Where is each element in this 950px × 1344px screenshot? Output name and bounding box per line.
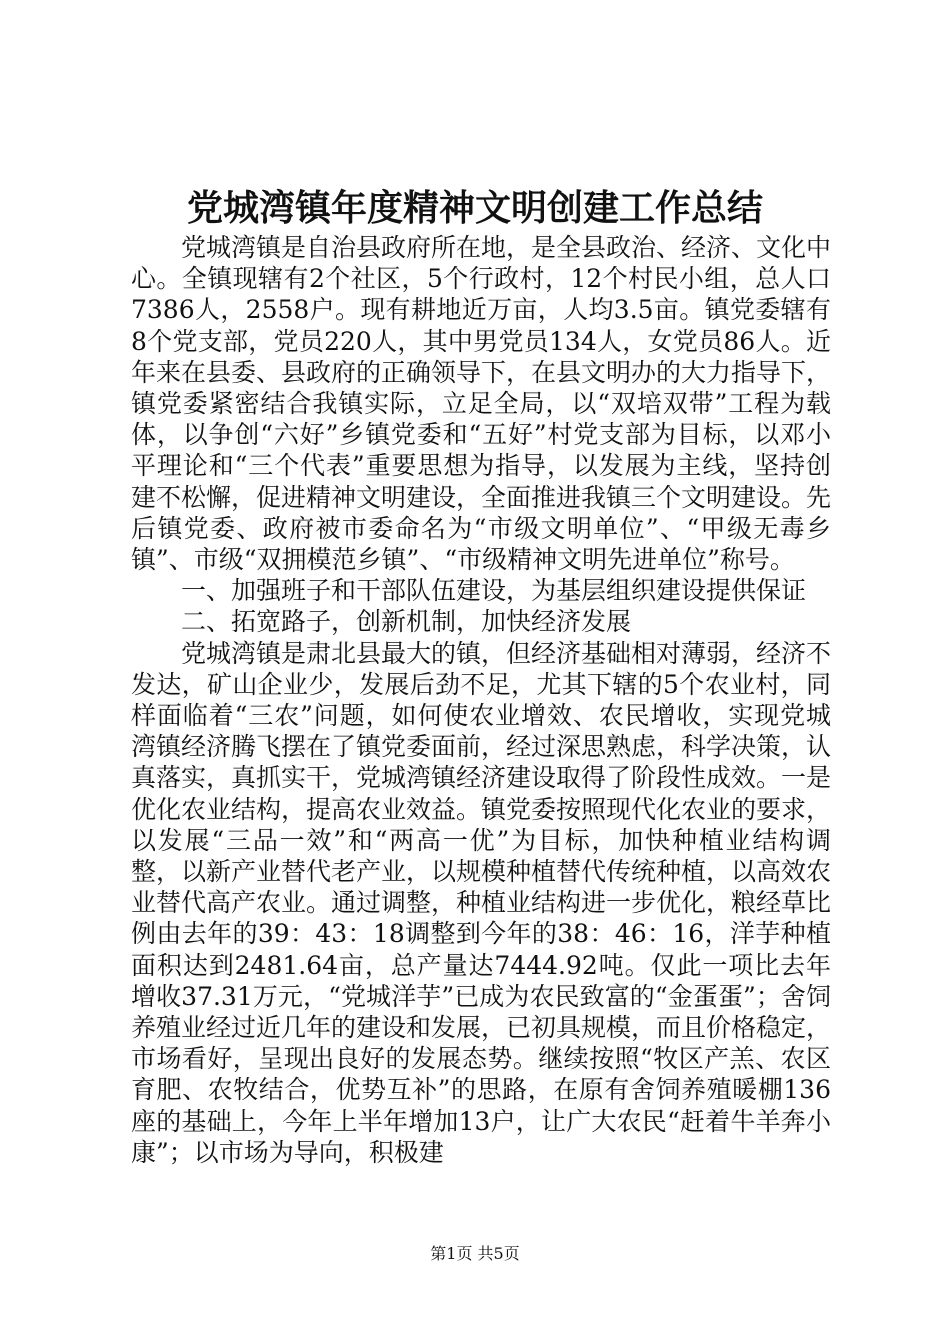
paragraph-economy: 党城湾镇是肃北县最大的镇，但经济基础相对薄弱，经济不发达，矿山企业少，发展后劲不足，尤其下辖的5个农业村，同样面临着“三农”问题，如何使农业增效、农民增收，实现党城湾镇经济腾飞摆在了镇党委面前，经过深思熟虑，科学决策，认真落实，真抓实干，党城湾镇经济建设取得了阶段性成效。一是优化农业结构，提高农业效益。镇党委按照现代化农业的要求，以发展“三品一效”和“两高一优”为目标，加快种植业结构调整，以新产业替代老产业，以规模种植替代传统种植，以高效农业替代高产农业。通过调整，种植业结构进一步优化，粮经草比例由去年的39：43：18调整到今年的38：46：16，洋芋种植面积达到2481.64亩，总产量达7444.92吨。仅此一项比去年增收37.31万元，“党城洋芋”已成为农民致富的“金蛋蛋”；舍饲养殖业经过近几年的建设和发展，已初具规模，而且价格稳定，市场看好，呈现出良好的发展态势。继续按照“牧区产羔、农区育肥、农牧结合，优势互补”的思路，在原有舍饲养殖暖棚136座的基础上，今年上半年增加13户，让广大农民“赶着牛羊奔小康”；以市场为导向，积极建 — [131, 638, 832, 1167]
document-body — [131, 232, 831, 1168]
paragraph-intro: 党城湾镇是自治县政府所在地，是全县政治、经济、文化中心。全镇现辖有2个社区，5个行政村，12个村民小组，总人口7386人，2558户。现有耕地近万亩，人均3.5亩。镇党委辖有8个党支部，党员220人，其中男党员134人，女党员86人。近年来在县委、县政府的正确领导下，在县文明办的大力指导下，镇党委紧密结合我镇实际，立足全局，以“双培双带”工程为载体，以争创“六好”乡镇党委和“五好”村党支部为目标，以邓小平理论和“三个代表”重要思想为指导，以发展为主线，坚持创建不松懈，促进精神文明建设，全面推进我镇三个文明建设。先后镇党委、政府被市委命名为“市级文明单位”、“甲级无毒乡镇”、市级“双拥模范乡镇”、“市级精神文明先进单位”称号。 — [131, 233, 832, 575]
page-footer: 第1页 共5页 — [430, 1244, 520, 1263]
document-title: 党城湾镇年度精神文明创建工作总结 — [186, 187, 763, 229]
section-heading-1: 一、加强班子和干部队伍建设，为基层组织建设提供保证 — [181, 576, 807, 606]
section-heading-2: 二、拓宽路子，创新机制，加快经济发展 — [181, 607, 632, 637]
